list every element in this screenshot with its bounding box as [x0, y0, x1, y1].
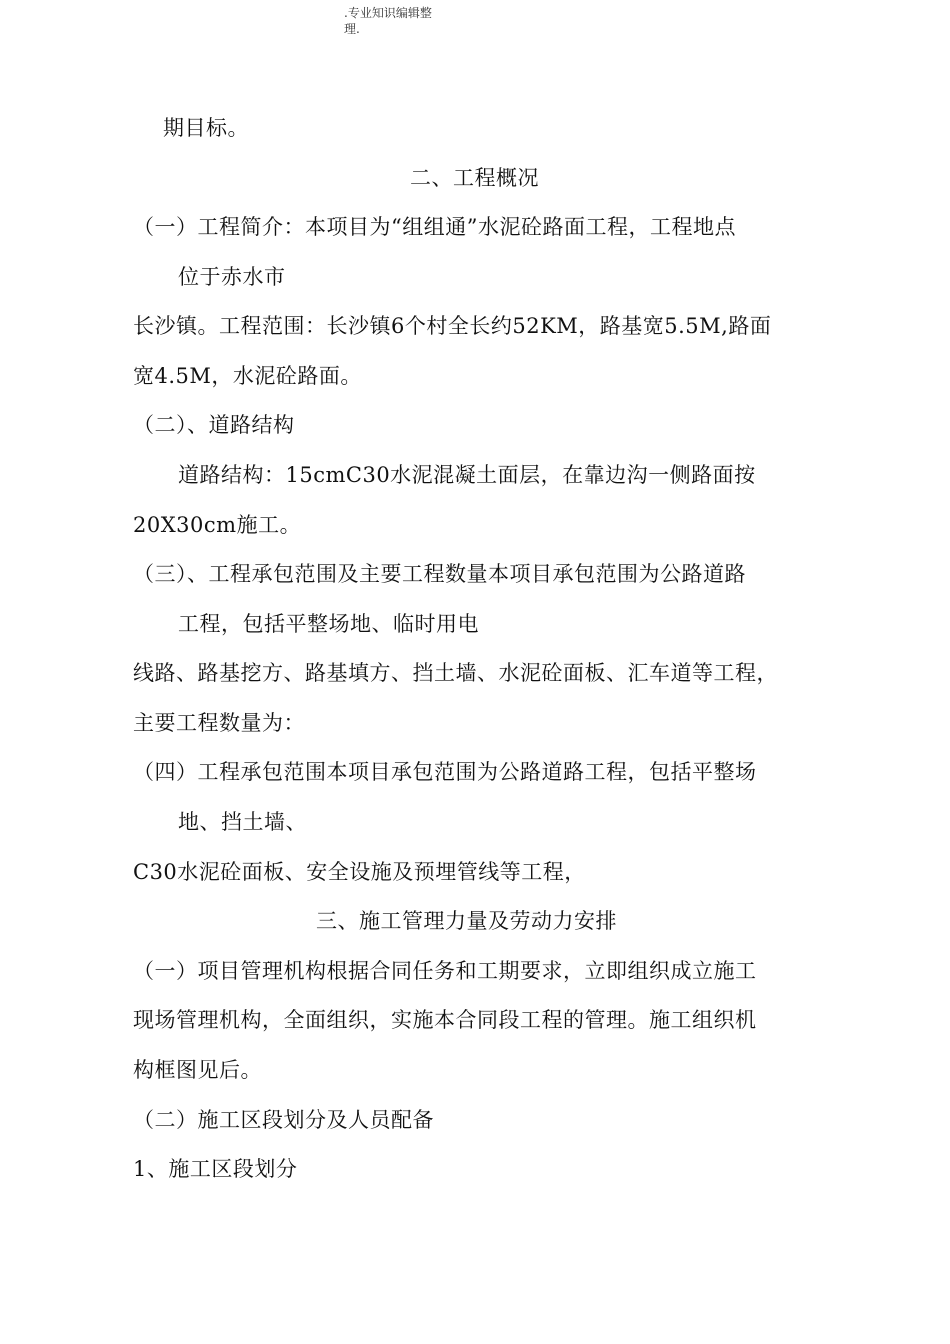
text-line: 宽4.5M，水泥砼路面。: [133, 364, 362, 388]
text-line: 现场管理机构，全面组织，实施本合同段工程的管理。施工组织机: [133, 1008, 757, 1032]
text-line: （三）、工程承包范围及主要工程数量本项目承包范围为公路道路: [133, 562, 746, 586]
header-line-1: .专业知识编辑整: [344, 6, 432, 20]
text-line: 1、施工区段划分: [133, 1157, 298, 1181]
header-line-2: 理.: [344, 22, 360, 36]
text-line: （二）施工区段划分及人员配备: [133, 1108, 434, 1132]
text-line: （一）项目管理机构根据合同任务和工期要求，立即组织成立施工: [133, 959, 757, 983]
text-line: 线路、路基挖方、路基填方、挡土墙、水泥砼面板、汇车道等工程，: [133, 661, 778, 685]
text-line: 地、挡土墙、: [178, 810, 307, 834]
text-line: 工程，包括平整场地、临时用电: [178, 612, 479, 636]
text-line: 位于赤水市: [178, 265, 286, 289]
text-line: （四）工程承包范围本项目承包范围为公路道路工程，包括平整场: [133, 760, 757, 784]
section-heading: 二、工程概况: [410, 166, 539, 190]
text-line: 主要工程数量为：: [133, 711, 305, 735]
text-line: 构框图见后。: [133, 1058, 262, 1082]
text-line: 道路结构：15cmC30水泥混凝土面层，在靠边沟一侧路面按: [178, 463, 756, 487]
text-line: 20X30cm施工。: [133, 513, 302, 537]
text-line: （二）、道路结构: [133, 413, 295, 437]
text-line: （一）工程简介：本项目为“组组通”水泥砼路面工程，工程地点: [133, 215, 736, 239]
text-line: 期目标。: [163, 116, 249, 140]
text-line: C30水泥砼面板、安全设施及预埋管线等工程，: [133, 860, 586, 884]
text-line: 长沙镇。工程范围：长沙镇6个村全长约52KM，路基宽5.5M,路面: [133, 314, 772, 338]
section-heading: 三、施工管理力量及劳动力安排: [316, 909, 617, 933]
